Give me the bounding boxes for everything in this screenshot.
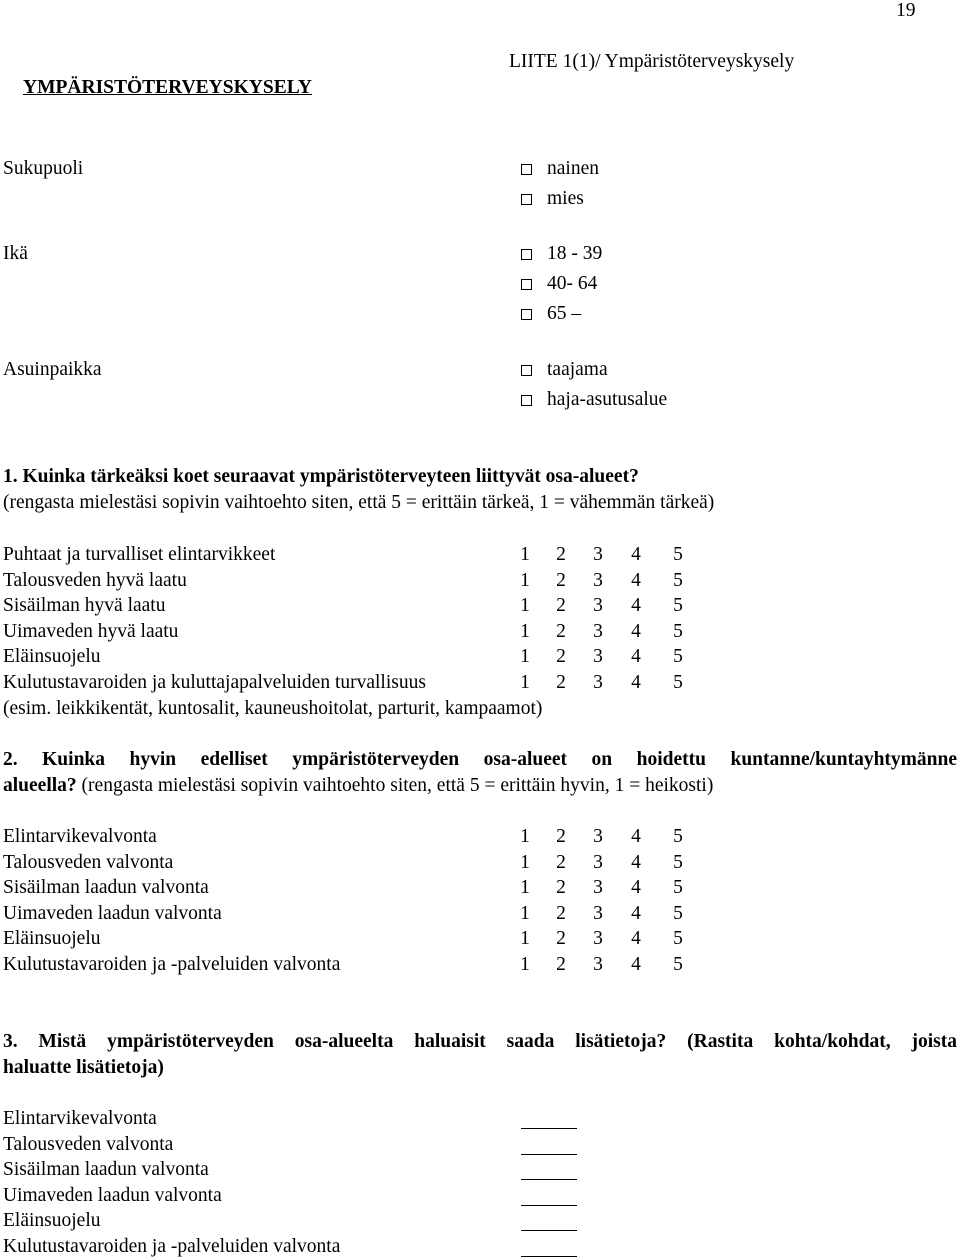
q1-item-label: Kulutustavaroiden ja kuluttajapalveluiden turvallisuus (3, 672, 426, 693)
q2-rating-1[interactable]: 1 (520, 902, 530, 924)
q1-rating-3[interactable]: 3 (593, 544, 603, 565)
q1-rating-5[interactable]: 5 (673, 646, 683, 668)
q1-rating-2[interactable]: 2 (556, 595, 566, 617)
q1-rating-2[interactable]: 2 (556, 646, 566, 668)
option-age-65: 65 – (547, 303, 582, 324)
q3-title: 3. Mistä ympäristöterveyden osa-alueelta haluaisit saada lisätietoja? (Rastita kohta/kohdat, joista (3, 1031, 957, 1052)
checkbox-age-40-64[interactable] (521, 279, 532, 290)
q1-rating-1[interactable]: 1 (520, 646, 530, 668)
q2-rating-3[interactable]: 3 (593, 902, 603, 924)
q3-item-label: Kulutustavaroiden ja -palveluiden valvonta (3, 1236, 341, 1257)
q2-rating-3[interactable]: 3 (593, 954, 603, 975)
q2-item-label: Eläinsuojelu (3, 928, 101, 950)
page-number: 19 (896, 0, 916, 21)
q2-rating-1[interactable]: 1 (520, 954, 530, 975)
q3-item-label: Sisäilman laadun valvonta (3, 1159, 209, 1181)
option-nainen: nainen (547, 158, 599, 179)
q1-rating-3[interactable]: 3 (593, 672, 603, 693)
q3-answer-blank[interactable] (521, 1154, 577, 1155)
q2-item-label: Uimaveden laadun valvonta (3, 902, 222, 924)
q2-rating-2[interactable]: 2 (556, 928, 566, 950)
q1-rating-4[interactable]: 4 (631, 646, 641, 668)
q1-rating-4[interactable]: 4 (631, 544, 641, 565)
q1-item-label: Eläinsuojelu (3, 646, 101, 668)
q3-item-label: Uimaveden laadun valvonta (3, 1184, 222, 1206)
q1-rating-4[interactable]: 4 (631, 620, 641, 642)
q2-item-label: Talousveden valvonta (3, 851, 174, 873)
q3-item-label: Elintarvikevalvonta (3, 1108, 157, 1129)
q2-rating-5[interactable]: 5 (673, 851, 683, 873)
option-age-40-64: 40- 64 (547, 273, 598, 294)
q2-rating-2[interactable]: 2 (556, 877, 566, 899)
q1-rating-5[interactable]: 5 (673, 595, 683, 617)
q2-rating-5[interactable]: 5 (673, 954, 683, 975)
q2-title: 2. Kuinka hyvin edelliset ympäristöterveyden osa-alueet on hoidettu kuntanne/kuntayhtymänne (3, 749, 957, 770)
q2-rating-4[interactable]: 4 (631, 826, 641, 847)
q1-item-label: Talousveden hyvä laatu (3, 569, 187, 591)
q3-item-label: Eläinsuojelu (3, 1210, 101, 1232)
q2-item-label: Elintarvikevalvonta (3, 826, 157, 847)
q1-rating-5[interactable]: 5 (673, 569, 683, 591)
q1-rating-2[interactable]: 2 (556, 569, 566, 591)
q1-title: 1. Kuinka tärkeäksi koet seuraavat ympäristöterveyteen liittyvät osa-alueet? (3, 466, 639, 487)
q1-item-label: Puhtaat ja turvalliset elintarvikkeet (3, 544, 276, 565)
page-title: YMPÄRISTÖTERVEYSKYSELY (23, 77, 312, 98)
q2-rating-4[interactable]: 4 (631, 902, 641, 924)
checkbox-age-18-39[interactable] (521, 249, 532, 260)
checkbox-taajama[interactable] (521, 365, 532, 376)
q2-rating-2[interactable]: 2 (556, 902, 566, 924)
q2-rating-3[interactable]: 3 (593, 877, 603, 899)
q1-rating-1[interactable]: 1 (520, 544, 530, 565)
gender-label: Sukupuoli (3, 158, 84, 179)
q1-rating-4[interactable]: 4 (631, 569, 641, 591)
q3-answer-blank[interactable] (521, 1230, 577, 1231)
q3-answer-blank[interactable] (521, 1179, 577, 1180)
q2-rating-5[interactable]: 5 (673, 928, 683, 950)
q1-rating-3[interactable]: 3 (593, 569, 603, 591)
q1-rating-1[interactable]: 1 (520, 595, 530, 617)
q1-rating-4[interactable]: 4 (631, 595, 641, 617)
q3-answer-blank[interactable] (521, 1256, 577, 1257)
q1-rating-1[interactable]: 1 (520, 620, 530, 642)
appendix-label: LIITE 1(1)/ Ympäristöterveyskysely (509, 51, 795, 72)
q1-rating-5[interactable]: 5 (673, 544, 683, 565)
q1-rating-1[interactable]: 1 (520, 672, 530, 693)
q1-instruction: (rengasta mielestäsi sopivin vaihtoehto siten, että 5 = erittäin tärkeä, 1 = vähemmän tärkeä) (3, 492, 715, 513)
q1-rating-3[interactable]: 3 (593, 646, 603, 668)
option-age-18-39: 18 - 39 (547, 243, 603, 264)
option-mies: mies (547, 188, 584, 209)
q3-answer-blank[interactable] (521, 1205, 577, 1206)
q1-rating-3[interactable]: 3 (593, 595, 603, 617)
checkbox-age-65[interactable] (521, 309, 532, 320)
q2-rating-5[interactable]: 5 (673, 826, 683, 847)
q2-rating-1[interactable]: 1 (520, 851, 530, 873)
q2-rating-2[interactable]: 2 (556, 826, 566, 847)
q3-title-line2: haluatte lisätietoja) (3, 1057, 164, 1078)
option-haja-asutusalue: haja-asutusalue (547, 389, 668, 410)
q1-rating-1[interactable]: 1 (520, 569, 530, 591)
checkbox-nainen[interactable] (521, 164, 532, 175)
q2-item-label: Kulutustavaroiden ja -palveluiden valvonta (3, 954, 341, 975)
q2-rating-4[interactable]: 4 (631, 851, 641, 873)
q2-rating-3[interactable]: 3 (593, 826, 603, 847)
age-label: Ikä (3, 243, 28, 264)
q1-item-label: Sisäilman hyvä laatu (3, 595, 166, 617)
q1-rating-5[interactable]: 5 (673, 672, 683, 693)
q1-item-label: Uimaveden hyvä laatu (3, 620, 179, 642)
q2-rating-1[interactable]: 1 (520, 877, 530, 899)
q2-rating-1[interactable]: 1 (520, 928, 530, 950)
q2-rating-5[interactable]: 5 (673, 902, 683, 924)
q2-rating-2[interactable]: 2 (556, 954, 566, 975)
q2-rating-2[interactable]: 2 (556, 851, 566, 873)
q2-title-bold: alueella? (3, 775, 77, 796)
q2-rating-3[interactable]: 3 (593, 851, 603, 873)
q1-rating-2[interactable]: 2 (556, 544, 566, 565)
q3-item-label: Talousveden valvonta (3, 1133, 174, 1155)
q2-rating-3[interactable]: 3 (593, 928, 603, 950)
q3-answer-blank[interactable] (521, 1128, 577, 1129)
q1-rating-5[interactable]: 5 (673, 620, 683, 642)
q2-rating-4[interactable]: 4 (631, 877, 641, 899)
q2-rating-4[interactable]: 4 (631, 928, 641, 950)
q2-title-line2 (3, 776, 713, 796)
checkbox-haja-asutusalue[interactable] (521, 395, 532, 406)
q2-rating-1[interactable]: 1 (520, 826, 530, 847)
q1-note: (esim. leikkikentät, kuntosalit, kauneushoitolat, parturit, kampaamot) (3, 698, 543, 719)
option-taajama: taajama (547, 359, 608, 380)
residence-label: Asuinpaikka (3, 359, 102, 380)
q2-item-label: Sisäilman laadun valvonta (3, 877, 209, 899)
q1-rating-2[interactable]: 2 (556, 672, 566, 693)
q1-rating-4[interactable]: 4 (631, 672, 641, 693)
checkbox-mies[interactable] (521, 194, 532, 205)
q1-rating-2[interactable]: 2 (556, 620, 566, 642)
q2-instruction: (rengasta mielestäsi sopivin vaihtoehto siten, että 5 = erittäin hyvin, 1 = heikosti) (81, 775, 714, 796)
q1-rating-3[interactable]: 3 (593, 620, 603, 642)
q2-rating-4[interactable]: 4 (631, 954, 641, 975)
q2-rating-5[interactable]: 5 (673, 877, 683, 899)
